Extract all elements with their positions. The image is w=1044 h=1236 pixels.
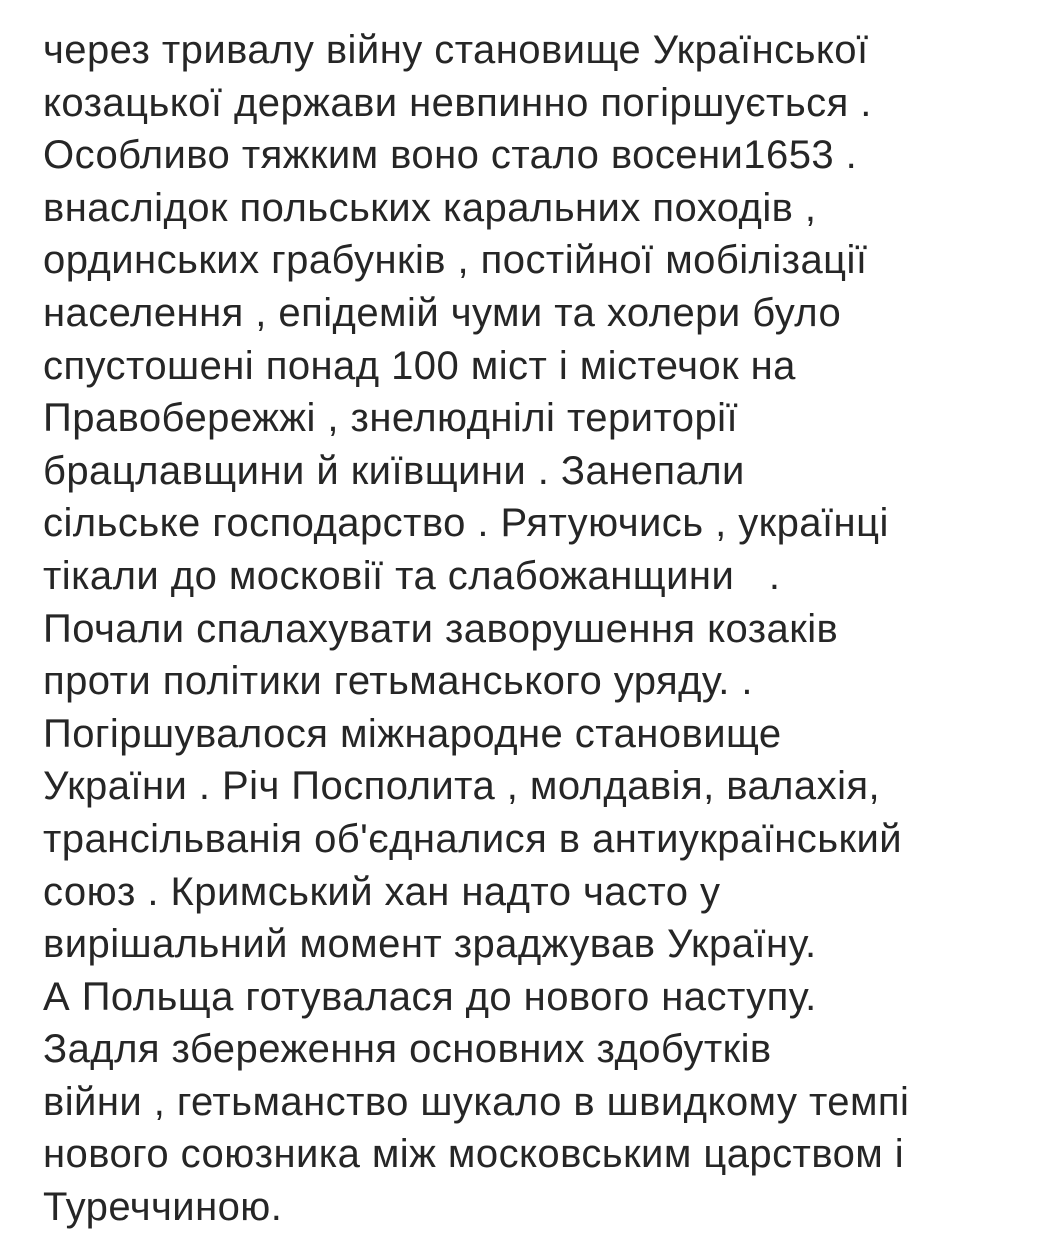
text-line-21: війни , гетьманство шукало в швидкому темпі: [43, 1079, 910, 1124]
text-line-12: Почали спалахувати заворушення козаків: [43, 606, 839, 651]
text-line-14: Погіршувалося міжнародне становище: [43, 711, 782, 756]
text-line-15: України . Річ Посполита , молдавія, валахія,: [43, 764, 881, 809]
text-line-23: Туреччиною.: [43, 1185, 283, 1230]
text-line-13: проти політики гетьманського уряду. .: [43, 659, 753, 704]
text-line-17: союз . Кримський хан надто часто у: [43, 869, 721, 914]
text-line-10: сільське господарство . Рятуючись , українці: [43, 501, 889, 546]
text-line-1: через тривалу війну становище Української: [43, 28, 869, 72]
text-line-16: трансільванія об'єдналися в антиукраїнський: [43, 816, 903, 861]
text-line-5: ординських грабунків , постійної мобілізації: [43, 238, 868, 283]
text-line-6: населення , епідемій чуми та холери було: [43, 290, 842, 335]
text-line-8: Правобережжі , знелюднілі території: [43, 396, 739, 441]
body-text: [43, 24, 1033, 1234]
text-line-4: внаслідок польських каральних походів ,: [43, 185, 817, 230]
text-line-3: Особливо тяжким воно стало восени1653 .: [43, 133, 858, 178]
text-line-7: спустошені понад 100 міст і містечок на: [43, 343, 796, 388]
text-line-18: вирішальний момент зраджував Україну.: [43, 922, 817, 967]
text-line-20: Задля збереження основних здобутків: [43, 1027, 772, 1072]
text-line-9: брацлавщини й київщини . Занепали: [43, 448, 745, 493]
text-line-2: козацької держави невпинно погіршується .: [43, 80, 872, 125]
text-line-22: нового союзника між московським царством і: [43, 1132, 905, 1177]
text-line-19: А Польща готувалася до нового наступу.: [43, 974, 817, 1019]
text-line-11: тікали до московії та слабожанщини .: [43, 553, 781, 598]
